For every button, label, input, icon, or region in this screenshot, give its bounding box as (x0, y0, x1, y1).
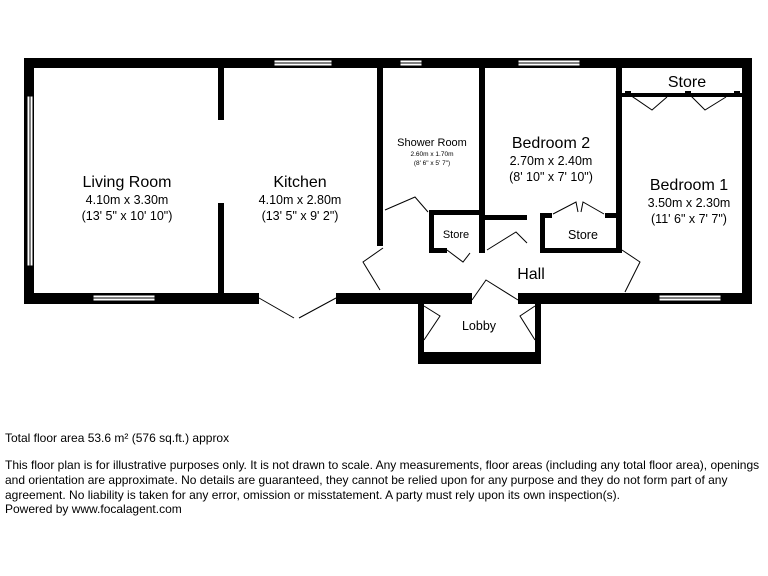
bedroom-2-metric: 2.70m x 2.40m (509, 154, 593, 168)
kitchen-metric: 4.10m x 2.80m (258, 193, 342, 207)
bedroom-1-metric: 3.50m x 2.30m (647, 196, 731, 210)
kitchen-name: Kitchen (273, 174, 327, 191)
bedroom-1-name: Bedroom 1 (649, 177, 729, 194)
hall-label: Hall (517, 266, 545, 283)
bedroom-2-imperial: (8' 10" x 7' 10") (509, 170, 593, 184)
store-top-label: Store (667, 74, 707, 91)
shower-room-metric: 2.60m x 1.70m (410, 151, 454, 158)
living-room-metric: 4.10m x 3.30m (85, 193, 169, 207)
store-bedroom-2-label: Store (568, 228, 598, 242)
powered-by: Powered by www.focalagent.com (5, 502, 182, 516)
shower-room-imperial: (8' 6" x 5' 7") (413, 160, 451, 167)
total-floor-area: Total floor area 53.6 m² (576 sq.ft.) approx (5, 431, 230, 445)
kitchen-imperial: (13' 5" x 9' 2") (261, 209, 339, 223)
bedroom-1-imperial: (11' 6" x 7' 7") (651, 212, 727, 226)
disclaimer-text: This floor plan is for illustrative purposes only. It is not drawn to scale. Any measurements, floor areas (including any total floor area), openings and orientation are approximate. No details are guaranteed, they cannot be relied upon for any purpose and they do not form part of any agreement. No liability is taken for any error, omission or misstatement. A party must rely upon its own inspection(s). (5, 458, 760, 502)
lobby-label: Lobby (461, 319, 497, 333)
bedroom-2-name: Bedroom 2 (511, 135, 591, 152)
living-room-imperial: (13' 5" x 10' 10") (81, 209, 173, 223)
living-room-name: Living Room (82, 174, 172, 191)
store-hall-label: Store (442, 229, 470, 241)
shower-room-name: Shower Room (397, 137, 467, 149)
